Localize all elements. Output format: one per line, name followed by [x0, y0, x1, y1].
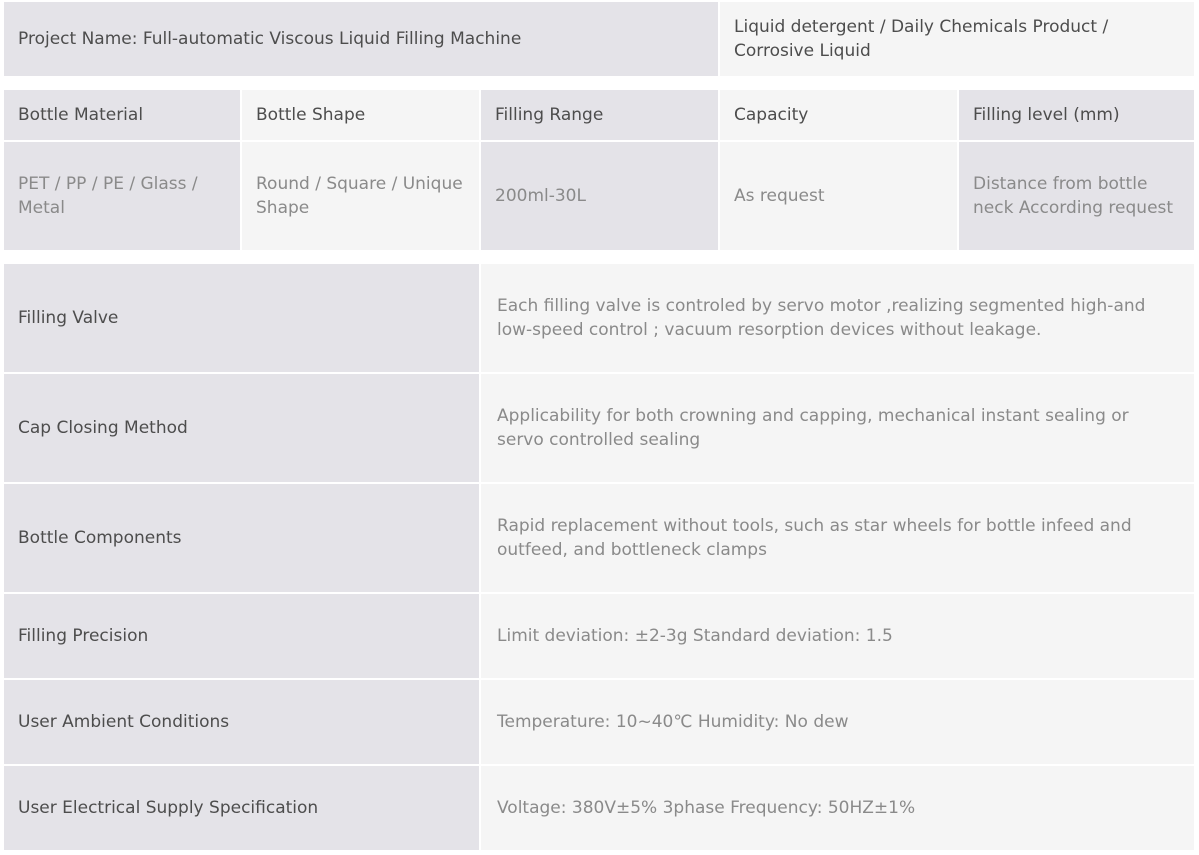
spec-row	[3, 483, 1195, 593]
spec-value: Temperature: 10~40℃ Humidity: No dew	[480, 679, 1195, 765]
header-capacity: Capacity	[719, 89, 958, 141]
value-bottle-material: PET / PP / PE / Glass / Metal	[3, 141, 241, 251]
specs-table	[2, 262, 1196, 852]
project-application: Liquid detergent / Daily Chemicals Product / Corrosive Liquid	[719, 1, 1195, 77]
project-table	[2, 0, 1196, 78]
spec-row	[3, 593, 1195, 679]
header-filling-level: Filling level (mm)	[958, 89, 1195, 141]
bottle-table	[2, 88, 1196, 252]
header-bottle-material: Bottle Material	[3, 89, 241, 141]
spec-row	[3, 373, 1195, 483]
spec-label: Cap Closing Method	[3, 373, 480, 483]
spec-label: Filling Precision	[3, 593, 480, 679]
spec-value: Limit deviation: ±2-3g Standard deviation: 1.5	[480, 593, 1195, 679]
spec-value: Applicability for both crowning and capping, mechanical instant sealing or servo controlled sealing	[480, 373, 1195, 483]
value-filling-level: Distance from bottle neck According request	[958, 141, 1195, 251]
spec-label: Bottle Components	[3, 483, 480, 593]
spec-label: Filling Valve	[3, 263, 480, 373]
spec-value: Voltage: 380V±5% 3phase Frequency: 50HZ±1%	[480, 765, 1195, 851]
value-filling-range: 200ml-30L	[480, 141, 719, 251]
spec-value: Rapid replacement without tools, such as star wheels for bottle infeed and outfeed, and bottleneck clamps	[480, 483, 1195, 593]
header-bottle-shape: Bottle Shape	[241, 89, 480, 141]
value-capacity: As request	[719, 141, 958, 251]
spec-label: User Electrical Supply Specification	[3, 765, 480, 851]
spec-label: User Ambient Conditions	[3, 679, 480, 765]
value-bottle-shape: Round / Square / Unique Shape	[241, 141, 480, 251]
spec-row	[3, 679, 1195, 765]
project-name: Project Name: Full-automatic Viscous Liquid Filling Machine	[3, 1, 719, 77]
spec-row	[3, 765, 1195, 851]
spec-value: Each filling valve is controled by servo motor ,realizing segmented high-and low-speed control ; vacuum resorption devices without leakage.	[480, 263, 1195, 373]
spec-row	[3, 263, 1195, 373]
header-filling-range: Filling Range	[480, 89, 719, 141]
